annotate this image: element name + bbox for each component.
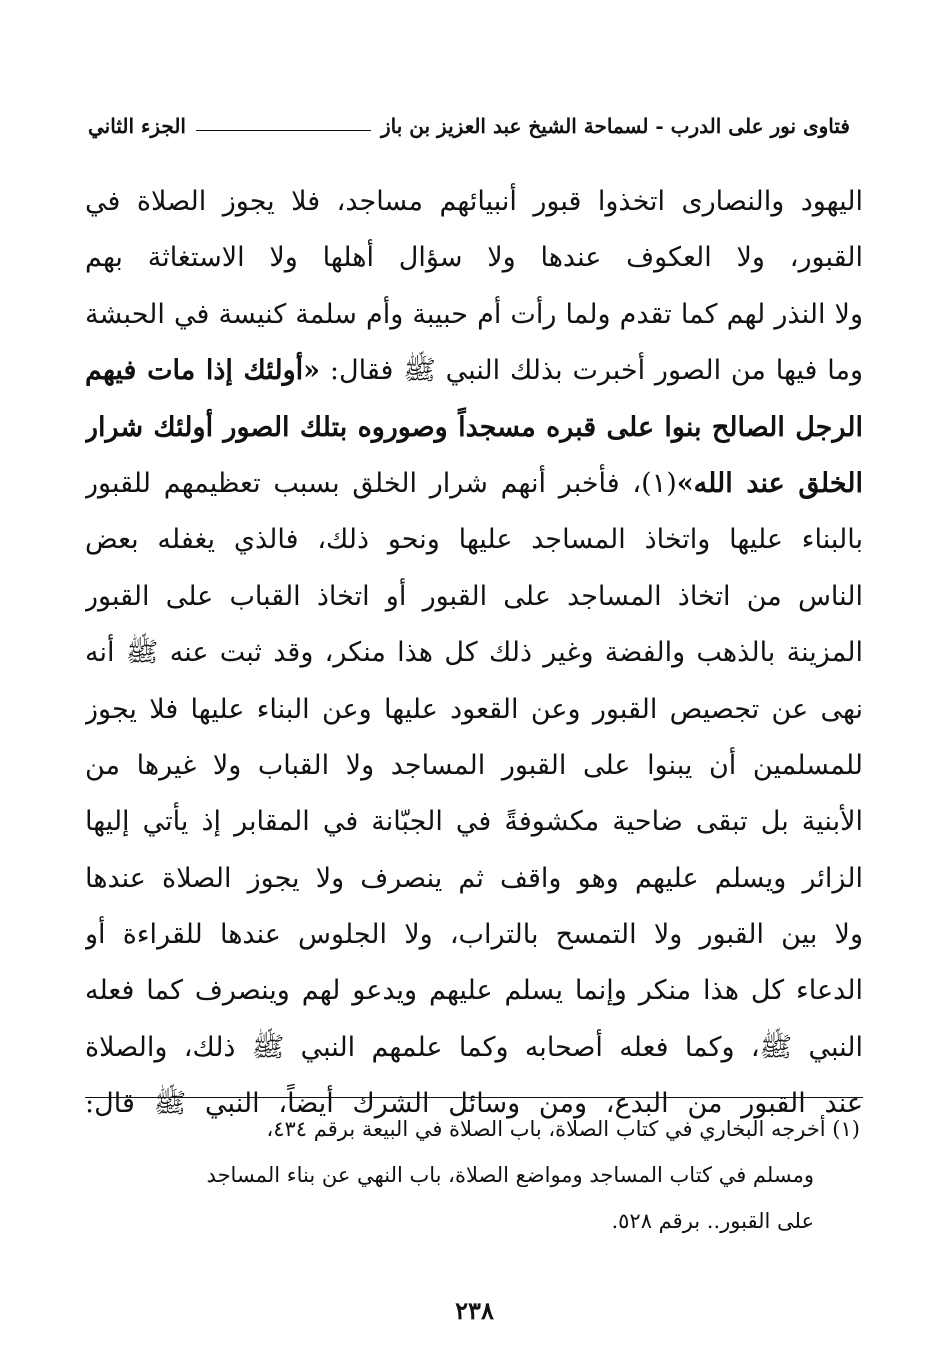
- main-text: [85, 174, 863, 1133]
- text-line: [85, 569, 863, 625]
- text-segment: للمسلمين أن يبنوا على القبور المساجد ولا القباب ولا غيرها من: [85, 749, 863, 781]
- footnote-separator: [85, 1097, 863, 1098]
- text-segment: ولا النذر لهم كما تقدم ولما رأت أم حبيبة وأم سلمة كنيسة في الحبشة: [85, 298, 863, 330]
- text-line: [85, 907, 863, 963]
- text-segment: عند القبور من البدع، ومن وسائل الشرك أيضاً، النبي ﷺ قال:: [85, 1088, 863, 1120]
- page-number: ٢٣٨: [455, 1296, 494, 1325]
- text-segment: (١)، فأخبر أنهم شرار الخلق بسبب تعظيمهم للقبور: [85, 467, 677, 499]
- footnote-line: على القبور.. برقم ٥٢٨.: [611, 1209, 814, 1233]
- text-line: [85, 400, 863, 456]
- bold-quote-segment: «أولئك إذا مات فيهم: [85, 355, 321, 387]
- running-header: [88, 108, 850, 144]
- text-segment: وما فيها من الصور أخبرت بذلك النبي ﷺ فقال:: [320, 355, 863, 387]
- text-segment: بالبناء عليها واتخاذ المساجد عليها ونحو ذلك، فالذي يغفله بعض: [85, 524, 863, 556]
- text-segment: المزينة بالذهب والفضة وغير ذلك كل هذا منكر، وقد ثبت عنه ﷺ أنه: [85, 637, 863, 669]
- text-segment: ولا بين القبور ولا التمسح بالتراب، ولا الجلوس عندها للقراءة أو: [85, 919, 863, 951]
- header-volume: الجزء الثاني: [88, 114, 186, 138]
- text-line: [85, 851, 863, 907]
- footnote-line: ومسلم في كتاب المساجد ومواضع الصلاة، باب النهي عن بناء المساجد: [206, 1163, 814, 1187]
- text-line: [85, 1020, 863, 1076]
- header-book-title: فتاوى نور على الدرب - لسماحة الشيخ عبد العزيز بن باز: [381, 114, 850, 138]
- text-segment: اليهود والنصارى اتخذوا قبور أنبيائهم مساجد، فلا يجوز الصلاة في: [85, 186, 863, 217]
- text-line: [85, 625, 863, 681]
- text-line: [85, 287, 863, 343]
- text-segment: النبي ﷺ، وكما فعله أصحابه وكما علمهم النبي ﷺ ذلك، والصلاة: [85, 1031, 863, 1063]
- text-line: [85, 343, 863, 399]
- bold-quote-segment: الرجل الصالح بنوا على قبره مسجداً وصوروه بتلك الصور أولئك شرار: [85, 411, 863, 443]
- text-line: [85, 963, 863, 1019]
- text-line: [85, 512, 863, 568]
- text-segment: الدعاء كل هذا منكر وإنما يسلم عليهم ويدعو لهم وينصرف كما فعله: [85, 975, 863, 1007]
- text-line: [85, 738, 863, 794]
- text-segment: الناس من اتخاذ المساجد على القبور أو اتخاذ القباب على القبور: [85, 580, 863, 612]
- header-rule: [196, 130, 371, 131]
- text-line: [85, 174, 863, 230]
- text-line: [85, 456, 863, 512]
- text-segment: الأبنية بل تبقى ضاحية مكشوفةً في الجبّانة في المقابر إذ يأتي إليها: [85, 806, 863, 838]
- footnote-line: (١) أخرجه البخاري في كتاب الصلاة، باب الصلاة في البيعة برقم ٤٣٤،: [266, 1117, 860, 1141]
- footnotes: [120, 1106, 860, 1244]
- text-line: [85, 794, 863, 850]
- text-line: [85, 230, 863, 286]
- text-segment: القبور، ولا العكوف عندها ولا سؤال أهلها ولا الاستغاثة بهم: [85, 242, 863, 274]
- text-segment: الزائر ويسلم عليهم وهو واقف ثم ينصرف ولا يجوز الصلاة عندها: [85, 862, 863, 894]
- text-segment: نهى عن تجصيص القبور وعن القعود عليها وعن البناء عليها فلا يجوز: [85, 693, 863, 725]
- text-line: [85, 682, 863, 738]
- bold-quote-segment: الخلق عند الله»: [676, 467, 863, 499]
